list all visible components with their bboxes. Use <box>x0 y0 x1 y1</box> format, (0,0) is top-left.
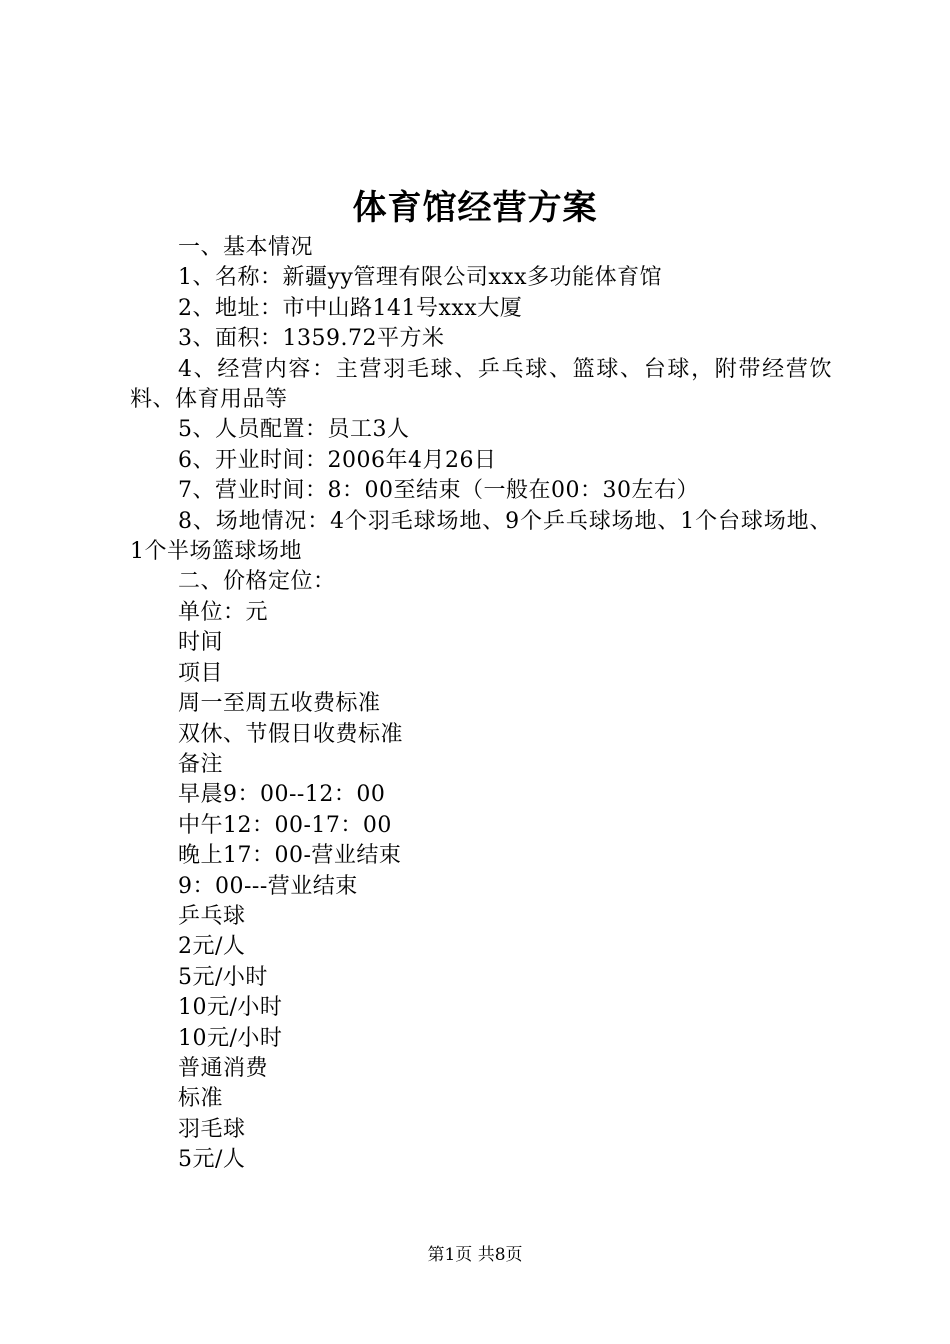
info-business-hours: 7、营业时间：8：00至结束（一般在00：30左右） <box>178 478 699 504</box>
pricing-time-allday: 9：00---营业结束 <box>178 873 358 899</box>
pricing-value: 5元/小时 <box>178 964 268 990</box>
pricing-value: 2元/人 <box>178 934 246 960</box>
pricing-value: 5元/人 <box>178 1147 246 1173</box>
pricing-note: 普通消费 <box>178 1055 269 1081</box>
pricing-item-table-tennis: 乒乓球 <box>178 903 246 929</box>
pricing-header-weekday: 周一至周五收费标准 <box>178 691 381 717</box>
pricing-note: 标准 <box>178 1086 224 1112</box>
info-venue: 8、场地情况：4个羽毛球场地、9个乒乓球场地、1个台球场地、1个半场篮球场地 <box>130 508 832 565</box>
page-title: 体育馆经营方案 <box>352 188 598 228</box>
section-heading-pricing: 二、价格定位： <box>178 569 336 595</box>
document-body <box>130 233 832 1176</box>
pricing-time-morning: 早晨9：00--12：00 <box>178 782 386 808</box>
pricing-value: 10元/小时 <box>178 995 283 1021</box>
pricing-unit: 单位：元 <box>178 599 269 625</box>
info-address: 2、地址：市中山路141号xxx大厦 <box>178 295 523 321</box>
pricing-header-notes: 备注 <box>178 751 224 777</box>
pricing-header-item: 项目 <box>178 660 224 686</box>
pricing-time-noon: 中午12：00-17：00 <box>178 812 392 838</box>
info-area: 3、面积：1359.72平方米 <box>178 326 445 352</box>
info-staffing: 5、人员配置：员工3人 <box>178 417 410 443</box>
pricing-header-time: 时间 <box>178 630 224 656</box>
page-number-footer: 第1页 共8页 <box>427 1245 523 1265</box>
pricing-time-evening: 晚上17：00-营业结束 <box>178 843 402 869</box>
pricing-item-badminton: 羽毛球 <box>178 1116 246 1142</box>
info-business-scope: 4、经营内容：主营羽毛球、乒乓球、篮球、台球，附带经营饮料、体育用品等 <box>130 356 832 413</box>
section-heading-basic-info: 一、基本情况 <box>178 235 314 260</box>
info-name: 1、名称：新疆yy管理有限公司xxx多功能体育馆 <box>178 265 663 291</box>
pricing-value: 10元/小时 <box>178 1025 283 1051</box>
pricing-header-weekend: 双休、节假日收费标准 <box>178 721 404 747</box>
info-opening-date: 6、开业时间：2006年4月26日 <box>178 447 497 473</box>
